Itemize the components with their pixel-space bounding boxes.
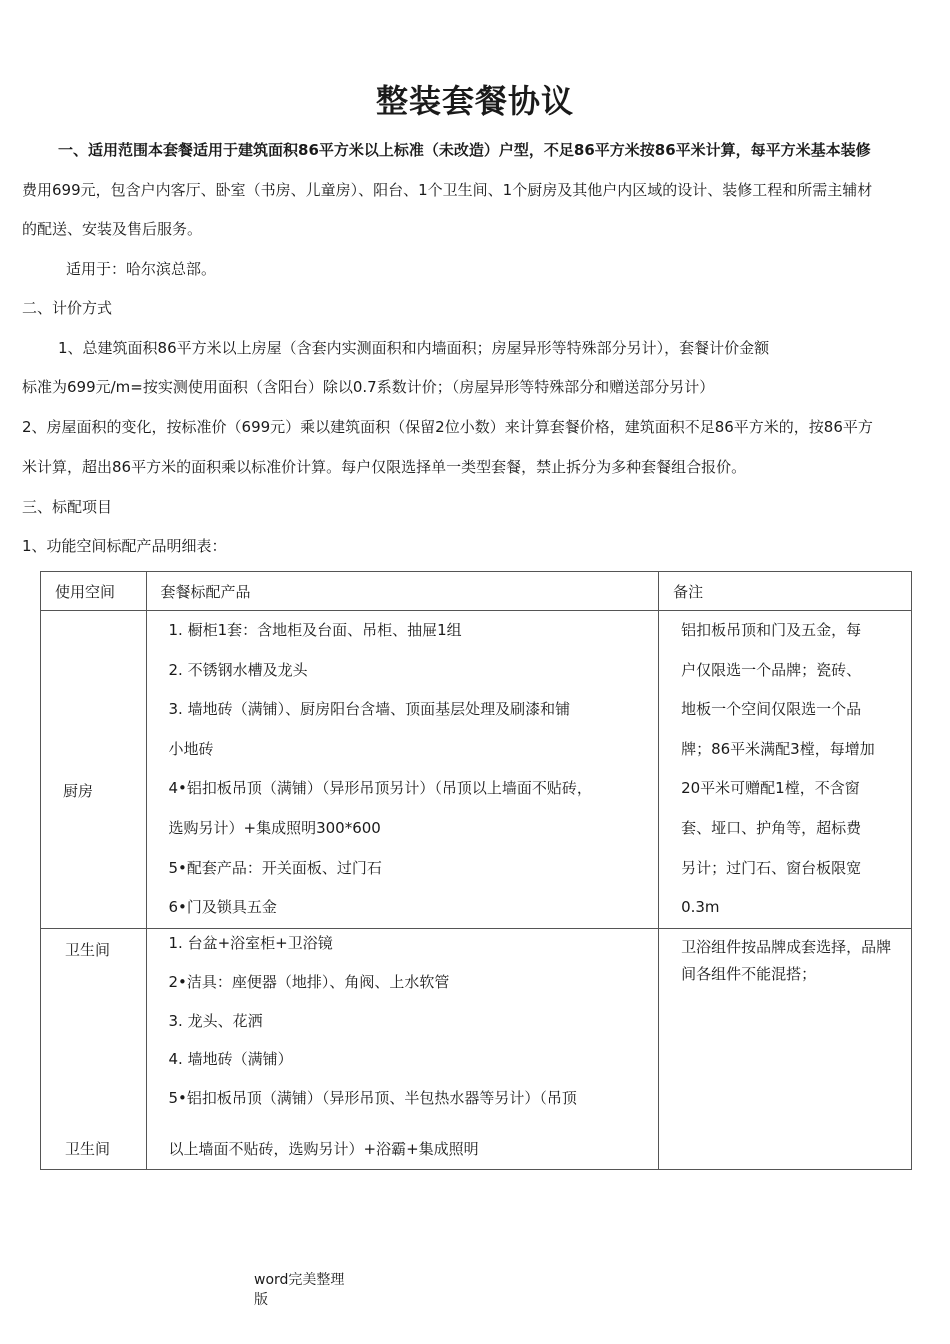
list-item: 3. 龙头、花洒 xyxy=(168,1011,263,1030)
section2-heading: 二、计价方式 xyxy=(22,299,113,317)
note-line: 铝扣板吊顶和门及五金，每 xyxy=(681,621,862,639)
header-space: 使用空间 xyxy=(55,582,116,601)
list-item: 以上墙面不贴砖，选购另计）+浴霸+集成照明 xyxy=(168,1139,479,1158)
kitchen-notes xyxy=(659,611,911,928)
section3-subheading: 1、功能空间标配产品明细表： xyxy=(22,537,227,555)
space-kitchen: 厨房 xyxy=(63,782,94,800)
note-line: 户仅限选一个品牌；瓷砖、 xyxy=(681,660,862,679)
bathroom-product-list xyxy=(147,929,659,1169)
list-item: 选购另计）+集成照明300*600 xyxy=(168,818,381,837)
note-line: 间各组件不能混搭； xyxy=(681,964,817,983)
document-title: 整装套餐协议 xyxy=(375,82,574,120)
list-item: 2•洁具：座便器（地排）、角阀、上水软管 xyxy=(168,972,450,991)
section3-heading: 三、标配项目 xyxy=(22,498,113,516)
section1-line-1: 一、适用范围本套餐适用于建筑面积86平方米以上标准（未改造）户型，不足86平方米按86平米计算，每平方米基本装修 xyxy=(58,141,871,159)
section2-line-3: 2、房屋面积的变化，按标准价（699元）乘以建筑面积（保留2位小数）来计算套餐价格，建筑面积不足86平方米的，按86平方 xyxy=(22,418,873,436)
header-notes: 备注 xyxy=(673,582,704,601)
list-item: 3. 墙地砖（满铺）、厨房阳台含墙、顶面基层处理及刷漆和铺 xyxy=(168,700,571,719)
note-line: 卫浴组件按品牌成套选择，品牌 xyxy=(681,937,892,956)
list-item: 1. 台盆+浴室柜+卫浴镜 xyxy=(168,933,333,952)
footer-watermark xyxy=(254,1270,344,1310)
section2-line-2: 标准为699元/m=按实测使用面积（含阳台）除以0.7系数计价；（房屋异形等特殊部分和赠送部分另计） xyxy=(22,378,715,396)
footer-line-1: word完美整理 xyxy=(254,1272,345,1288)
list-item: 5•铝扣板吊顶（满铺）（异形吊顶、半包热水器等另计）（吊顶 xyxy=(168,1088,577,1107)
list-item: 4. 墙地砖（满铺） xyxy=(168,1049,293,1068)
section2-line-1: 1、总建筑面积86平方米以上房屋（含套内实测面积和内墙面积；房屋异形等特殊部分另计），套餐计价金额 xyxy=(58,339,770,357)
table-row-bathroom xyxy=(41,928,912,1169)
product-spec-table xyxy=(40,571,912,1170)
section2-line-4: 米计算，超出86平方米的面积乘以标准价计算。每户仅限选择单一类型套餐，禁止拆分为多种套餐组合报价。 xyxy=(22,458,747,476)
header-products: 套餐标配产品 xyxy=(160,582,251,601)
section1-line-3: 的配送、安装及售后服务。 xyxy=(22,220,203,238)
footer-line-2: 版 xyxy=(254,1292,268,1308)
space-bathroom: 卫生间 xyxy=(65,940,111,959)
applies-to: 适用于：哈尔滨总部。 xyxy=(66,260,217,278)
note-line: 20平米可赠配1樘，不含窗 xyxy=(681,779,860,798)
bathroom-notes xyxy=(659,929,911,988)
space-bathroom-repeat: 卫生间 xyxy=(65,1139,111,1158)
list-item: 1. 橱柜1套：含地柜及台面、吊柜、抽屉1组 xyxy=(168,621,462,639)
kitchen-product-list xyxy=(147,611,659,928)
note-line: 地板一个空间仅限选一个品 xyxy=(681,700,862,719)
list-item: 小地砖 xyxy=(168,739,214,758)
note-line: 牌；86平米满配3樘，每增加 xyxy=(681,739,875,758)
list-item: 5•配套产品：开关面板、过门石 xyxy=(168,858,382,877)
table-row-kitchen xyxy=(41,611,912,929)
section1-line-2: 费用699元，包含户内客厅、卧室（书房、儿童房）、阳台、1个卫生间、1个厨房及其他户内区域的设计、装修工程和所需主辅材 xyxy=(22,181,873,199)
note-line: 另计；过门石、窗台板限宽 xyxy=(681,858,862,877)
list-item: 6•门及锁具五金 xyxy=(168,898,277,917)
table-header-row xyxy=(41,572,912,611)
note-line: 套、垭口、护角等，超标费 xyxy=(681,818,862,837)
note-line: 0.3m xyxy=(681,898,720,917)
list-item: 4•铝扣板吊顶（满铺）（异形吊顶另计）（吊顶以上墙面不贴砖， xyxy=(168,779,592,798)
list-item: 2. 不锈钢水槽及龙头 xyxy=(168,660,308,679)
